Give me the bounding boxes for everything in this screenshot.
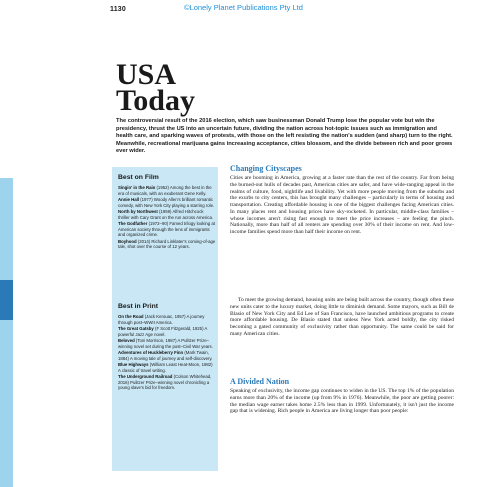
list-item [118,338,216,349]
list-item [118,239,216,250]
book-list [118,314,216,392]
list-item [118,197,216,208]
film-desc: (1952) Among the best in the era of musicals, with an exuberant Gene Kelly. [118,185,212,196]
body-paragraph: Cities are booming in America, growing at a faster rate than the rest of the country. Far from being the burned-out hulls of decades past, American cities are safer, and have wide-ranging appeal in the realms of culture, food, nightlife and livability. Yet with more people moving from the suburbs and the exurbs to city centers, this has brought many challenges – particularly in terms of housing and transportation. Creating affordable housing is one of the biggest challenges facing American cities. In many places rent and housing prices have sky-rocketed. In particular, middle-class families – whose incomes aren't rising fast enough to meet the price increases – are feeling the pinch. Nationally, more than half of all renters are spending over 30% of their income on rent. And low-income families spend more than half their income on rent. [230,175,454,235]
body-paragraph: To meet the growing demand, housing units are being built across the country, though often these new units cater to the luxury market, doing little to diminish demand. Some mayors, such as Bill de Blasio of New York City and Ed Lee of San Francisco, have launched ambitious programs to create more affordable housing. De Blasio stated that unless New York acted boldly, the city risked becoming a gated community of exclusivity rather than opportunity. The same could be said for many American cities. [230,297,454,337]
body-paragraph: Speaking of exclusivity, the income gap continues to widen in the US. The top 1% of the population earns more than 20% of the income (up from 9% in 1976). Meanwhile, the poor are getting poorer: the median wage earner takes home 2.5% less than in 1999. Unfortunately, it isn't just the income gap that is widening. Rich people in America are living longer than poor people: [230,388,454,415]
list-item [118,374,216,391]
film-desc: (1977) Woody Allen's brilliant romantic comedy, with New York City playing a starring role. [118,197,215,208]
film-title: Annie Hall [118,197,140,202]
film-desc: (1959) Alfred Hitchcock thriller with Cary Grant on the run across America. [118,209,214,220]
page-number: 1130 [110,6,126,13]
film-title: The Godfather [118,221,148,226]
book-title: Blue Highways [118,362,149,367]
book-desc: (F Scott Fitzgerald, 1925) A powerful Jazz Age novel. [118,326,208,337]
intro-paragraph: The controversial result of the 2016 election, which saw businessman Donald Trump lose the popular vote but win the presidency, thrust the US into an uncertain future, dividing the nation across hot-topic issues such as immigration and health care, and sparking waves of protests, with those on the left resisting the nation's sudden (and sharp) turn to the right. Meanwhile, recreational marijuana gains increasing acceptance, cities blossom, and the divide between rich and poor grows ever wider. [116,118,453,155]
book-desc: (Jack Kerouac, 1957) A journey through post–WWII America. [118,314,205,325]
book-desc: (Toni Morrison, 1987) A Pulitzer Prize–winning novel set during the post–Civil War years. [118,338,213,349]
book-title: The Underground Railroad [118,374,173,379]
list-item [118,185,216,196]
copyright-notice: ©Lonely Planet Publications Pty Ltd [184,3,303,12]
list-item [118,221,216,238]
film-desc: (1972–90) Famed trilogy looking at American society through the lens of immigrants and organized crime. [118,221,215,238]
section-heading-changing-cityscapes: Changing Cityscapes [230,164,302,173]
sidebar-box [112,167,218,471]
book-title: Adventures of Huckleberry Finn [118,350,184,355]
film-title: North by Northwest [118,209,158,214]
section-heading-divided-nation: A Divided Nation [230,377,290,386]
film-list [118,185,216,251]
book-title: On the Road [118,314,144,319]
book-desc: (Colson Whitehead, 2016) Pulitzer Prize–winning novel chronicling a young slave's bid for freedom. [118,374,212,391]
list-item [118,209,216,220]
book-desc: (William Least Heat-Moon, 1982) A classic of travel writing. [118,362,213,373]
list-item [118,350,216,361]
list-item [118,314,216,325]
book-title: The Great Gatsby [118,326,154,331]
best-in-print-heading: Best in Print [118,303,159,310]
list-item [118,362,216,373]
chapter-title-line2: Today [116,84,195,117]
chapter-title [116,58,195,117]
best-on-film-heading: Best on Film [118,174,159,181]
book-desc: (Mark Twain, 1884) A moving tale of journey and self-discovery. [118,350,213,361]
chapter-title-line1: USA [116,58,177,91]
book-title: Beloved [118,338,135,343]
film-title: Singin' in the Rain [118,185,156,190]
film-desc: (2014) Richard Linklater's coming-of-age tale, shot over the course of 12 years. [118,238,216,250]
film-title: Boyhood [118,238,137,244]
side-thumb-tab [0,280,13,320]
list-item [118,326,216,337]
side-color-strip [0,178,13,487]
